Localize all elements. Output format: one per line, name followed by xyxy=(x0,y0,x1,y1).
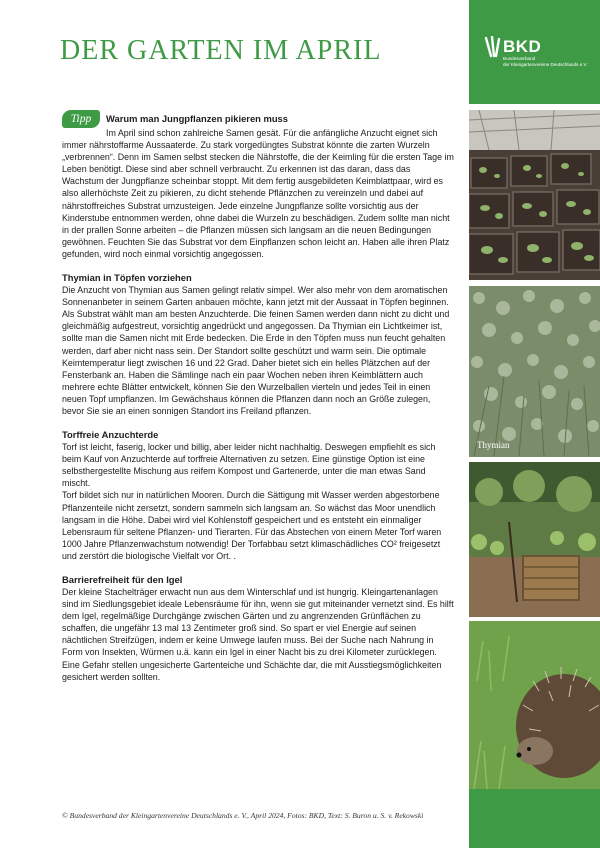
tip-badge: Tipp xyxy=(62,110,100,128)
thyme-photo xyxy=(469,286,600,457)
tip-heading-row xyxy=(62,109,454,127)
logo-brand: BKD xyxy=(503,37,542,56)
tip-section xyxy=(62,109,454,260)
garden-photo xyxy=(469,462,600,617)
section-heading: Barrierefreiheit für den Igel xyxy=(62,574,183,585)
section-heading: Thymian in Töpfen vorziehen xyxy=(62,272,192,284)
section-paragraph: Die Anzucht von Thymian aus Samen gelingt relativ simpel. Wer also mehr von dem aromatischen Sonnenanbeter in seinem Garten anbauen möchte, kann jetzt mit der Aussaat in Töpfen beginnen. Als Substrat wählt man am besten Anzuchterde. Die feinen Samen werden dann nicht zu dicht und gleichmäßig aufgestreut, vorsichtig angedrückt und angegossen. Da Thymian ein Lichtkeimer ist, sollte man die Samen nicht mit Erde bedecken. Die Erde in den Töpfen muss nun feucht gehalten werden, darf aber nicht nass sein. Der Standort sollte geschützt und warm sein. Die optimale Keimtemperatur liegt zwischen 16 und 22 Grad. Daher bietet sich ein helles Plätzchen auf der Fensterbank an. Haben die Sämlinge nach ein paar Wochen neben ihren Keimblättern auch mehrere echte Blätter entwickelt, können Sie den Wurzelballen vierteln und jedes Teil in einen neuen Topf umpflanzen. Im Gewächshaus können die Pflanzen dann noch an Größe zulegen, bevor Sie sie an einen sonnigen Standort ins Freiland pflanzen. xyxy=(62,285,450,416)
section-paragraph: Der kleine Stachelträger erwacht nun aus dem Winterschlaf und ist hungrig. Kleingartenanlagen sind im Siedlungsgebiet ideale Lebensräume für ihn, wenn sie gut miteinander vernetzt sind. Es hilft dem Igel, regelmäßige Durchgänge zwischen Gärten und zu angrenzenden Grünflächen zu schaffen, die ungefähr 13 mal 13 Zentimeter groß sind. So spart er viel Energie auf seinen nächtlichen Streifzügen, indem er keine Umwege laufen muss. Bei der Suche nach Nahrung in Form von Insekten, Würmen u.ä. kann ein Igel in einer Nacht bis zu drei Kilometer zurücklegen. Eine Gefahr stellen ungesicherte Gartenteiche und Schächte dar, die mit Ausstiegsmöglichkeiten gesichert werden sollten. xyxy=(62,587,454,682)
sidebar-bottom-bar xyxy=(469,789,600,848)
section-thymian xyxy=(62,271,454,417)
logo-block xyxy=(469,0,600,104)
tip-text: Im April sind schon zahlreiche Samen gesät. Für die anfängliche Anzucht eignet sich immer nährstoffarme Aussaaterde. Zu stark vorgedüngtes Substrat könnte die zarten Wurzeln „verbrennen“. Denn im Samen selbst stecken die Nährstoffe, die der Keimling für die ersten Tage im Leben benötigt. Diese sind aber schnell verbraucht. Zu erkennen ist das daran, dass das Wachstum der Jungpflanze scheinbar stoppt. Mit dem fertig ausgebildeten Keimblattpaar, wird es also allerhöchste Zeit zu pikieren, zu dicht stehende Pflänzchen zu vereinzeln und dabei auf nährstoffreiches Substrat umzusteigen. Jede einzelne Jungpflanze sollte vorsichtig aus der Kinderstube entnommen werden, ohne dabei die Wurzeln zu beschädigen. Zudem sollte man nicht in der prallen Sonne arbeiten – die Pflanzen müssen sich langsam an die neuen Bedingungen gewöhnen. Feuchten Sie das Substrat vor dem Einpflanzen schon leicht an. Haben alle ihren Platz gefunden, wird noch einmal vorsichtig angegossen. xyxy=(62,128,454,259)
logo-line-1: Bundesverband xyxy=(503,56,536,61)
seedlings-photo xyxy=(469,110,600,280)
hedgehog-photo xyxy=(469,621,600,789)
section-torffrei xyxy=(62,428,454,562)
sidebar xyxy=(469,0,600,848)
section-heading: Torffreie Anzuchterde xyxy=(62,429,159,441)
page-title: DER GARTEN IM APRIL xyxy=(60,35,382,66)
sprout-icon xyxy=(482,36,504,58)
section-paragraph: Torf ist leicht, faserig, locker und billig, aber leider nicht nachhaltig. Deswegen empfiehlt es sich beim Kauf von Anzuchterde auf torffreie Alternativen zu setzen. Eine günstige Option ist eine selbsthergestellte Mischung aus reifem Kompost und Gartenerde, unter die man etwas Sand mischt. xyxy=(62,442,436,489)
logo-line-2: der Kleingartenvereine Deutschlands e.V. xyxy=(503,62,588,67)
bkd-logo xyxy=(482,34,594,74)
photo-caption: Thymian xyxy=(477,440,510,450)
main-content xyxy=(62,109,454,694)
section-igel xyxy=(62,573,454,683)
footer-credits: © Bundesverband der Kleingartenvereine Deutschlands e. V., April 2024, Fotos: BKD, Text: S. Buron u. S. v. Rekowski xyxy=(62,811,424,820)
tip-heading: Warum man Jungpflanzen pikieren muss xyxy=(106,113,288,124)
section-paragraph: Torf bildet sich nur in natürlichen Mooren. Durch die Sättigung mit Wasser werden abgestorbene Pflanzenteile nicht zersetzt, sondern sammeln sich langsam an. So wächst das Moor unendlich langsam in die Höhe. Dabei wird viel Kohlenstoff gespeichert und es entsteht ein einmaliger Lebensraum für seltene Pflanzen- und Tierarten. Für das Abstechen von einem Meter Torf waren 1000 Jahre Pflanzenwachstum notwendig! Der Torfabbau setzt klimaschädliches CO² freigesetzt und zerstört die biologische Vielfalt vor Ort. . xyxy=(62,490,442,561)
